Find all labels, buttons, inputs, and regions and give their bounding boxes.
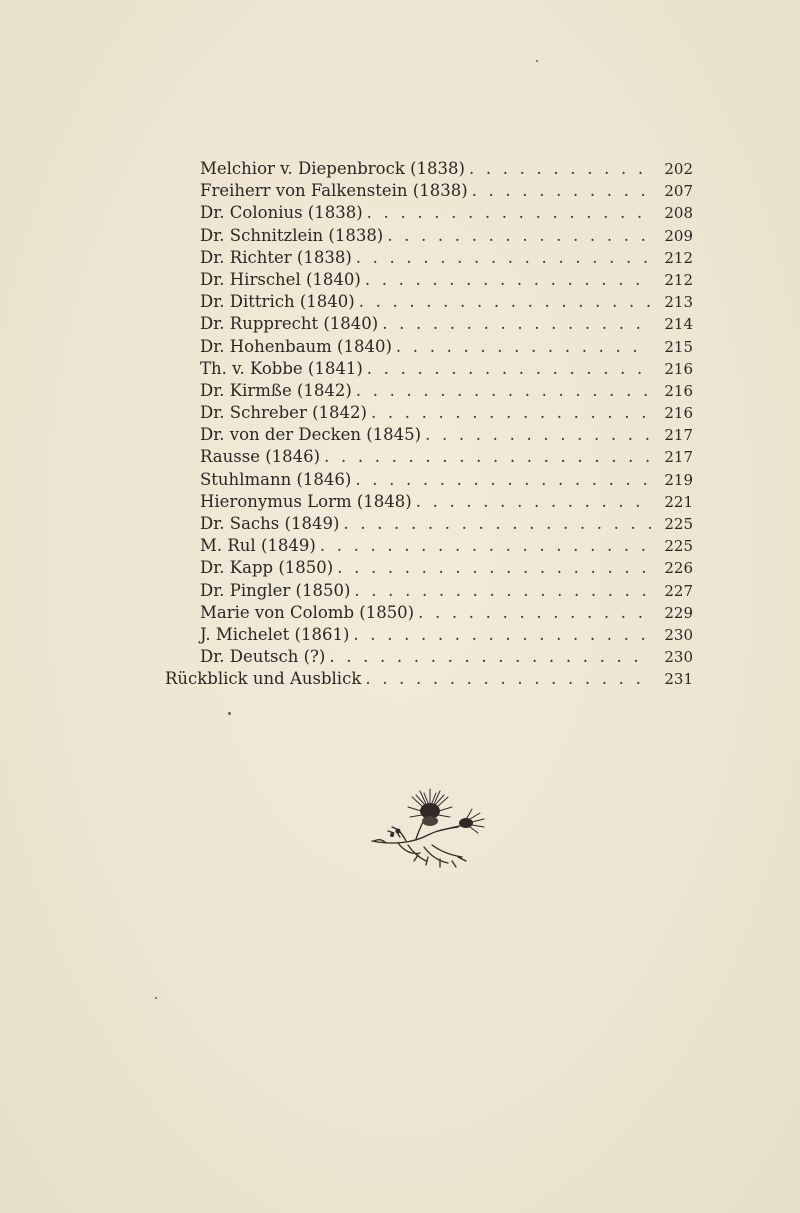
toc-entry-label: Rückblick und Ausblick xyxy=(165,669,362,689)
toc-entry-page: 213 xyxy=(664,293,693,312)
toc-entry-label: Dr. Schreber (1842) xyxy=(200,403,367,423)
toc-entry-page: 208 xyxy=(664,204,693,223)
toc-entry-page: 227 xyxy=(664,581,693,600)
toc-entry-page: 230 xyxy=(664,625,693,644)
toc-entry-closing xyxy=(0,668,800,690)
toc-entry-page: 221 xyxy=(664,492,693,511)
toc-entry-label: Dr. Kapp (1850) xyxy=(200,558,334,578)
leader-dots xyxy=(320,535,651,557)
toc-entry-page: 225 xyxy=(664,515,693,533)
toc-entry xyxy=(0,291,800,313)
leader-dots xyxy=(343,513,651,535)
toc-entry-page: 216 xyxy=(664,359,693,378)
leader-dots xyxy=(355,469,651,491)
toc-entry-page: 215 xyxy=(664,337,693,356)
toc-entry xyxy=(0,247,800,269)
leader-dots xyxy=(425,424,651,446)
toc-entry-label: Dr. Hohenbaum (1840) xyxy=(200,336,392,356)
toc-entry xyxy=(0,624,800,646)
leader-dots xyxy=(356,380,651,402)
toc-entry-label: Melchior v. Diepenbrock (1838) xyxy=(200,159,465,178)
toc-entry-label: Dr. von der Decken (1845) xyxy=(200,425,422,445)
toc-entry xyxy=(0,180,800,202)
toc-entry-page: 212 xyxy=(664,270,693,289)
toc-entry-page: 225 xyxy=(664,537,693,556)
leader-dots xyxy=(359,291,651,313)
toc-entry-label: Stuhlmann (1846) xyxy=(200,469,352,489)
toc-entry-label: Freiherr von Falkenstein (1838) xyxy=(200,181,468,201)
toc-entry xyxy=(0,424,800,446)
leader-dots xyxy=(329,646,651,668)
toc-entry xyxy=(0,469,800,491)
leader-dots xyxy=(472,180,651,202)
toc-entry-page: 202 xyxy=(664,160,693,178)
toc-entry xyxy=(0,646,800,668)
leader-dots xyxy=(367,202,651,224)
toc-entry xyxy=(0,446,800,468)
toc-entry xyxy=(0,557,800,579)
toc-entry xyxy=(0,535,800,557)
toc-entry-page: 229 xyxy=(664,603,693,622)
toc-entry xyxy=(0,269,800,291)
toc-entry xyxy=(0,580,800,602)
leader-dots xyxy=(367,358,651,380)
toc-entry-label: Dr. Dittrich (1840) xyxy=(200,292,355,312)
leader-dots xyxy=(371,402,651,424)
toc-entry-page: 219 xyxy=(664,470,693,489)
toc-entry-label: Dr. Schnitzlein (1838) xyxy=(200,225,384,245)
toc-entry-label: Dr. Rupprecht (1840) xyxy=(200,314,379,334)
toc-entry-page: 214 xyxy=(664,315,693,334)
leader-dots xyxy=(356,247,651,269)
leader-dots xyxy=(353,624,651,646)
toc-entry-label: Th. v. Kobbe (1841) xyxy=(200,358,363,378)
leader-dots xyxy=(337,557,651,579)
toc-entry-label: Dr. Pingler (1850) xyxy=(200,580,351,600)
toc-entry-page: 216 xyxy=(664,381,693,400)
leader-dots xyxy=(382,313,651,335)
table-of-contents xyxy=(0,158,800,691)
toc-entry xyxy=(0,602,800,624)
toc-entry xyxy=(0,358,800,380)
toc-entry xyxy=(0,202,800,224)
toc-entry-page: 207 xyxy=(664,182,693,201)
toc-entry-page: 209 xyxy=(664,226,693,245)
toc-entry-page: 231 xyxy=(664,670,693,689)
toc-entry-label: Marie von Colomb (1850) xyxy=(200,602,415,622)
toc-entry-label: M. Rul (1849) xyxy=(200,536,316,556)
toc-entry-page: 226 xyxy=(664,559,693,578)
thistle-flower-icon xyxy=(368,785,486,871)
toc-entry xyxy=(0,402,800,424)
toc-entry-label: J. Michelet (1861) xyxy=(200,624,350,644)
toc-entry xyxy=(0,380,800,402)
leader-dots xyxy=(469,158,651,180)
toc-entry xyxy=(0,158,800,180)
leader-dots xyxy=(365,668,651,690)
paper-speck xyxy=(228,712,231,715)
leader-dots xyxy=(354,580,651,602)
toc-entry xyxy=(0,491,800,513)
toc-entry xyxy=(0,225,800,247)
toc-entry-label: Dr. Richter (1838) xyxy=(200,247,352,267)
leader-dots xyxy=(324,446,651,468)
paper-speck xyxy=(536,60,538,62)
toc-entry-label: Rausse (1846) xyxy=(200,447,321,467)
toc-entry-label: Dr. Sachs (1849) xyxy=(200,514,340,533)
toc-entry-label: Dr. Kirmße (1842) xyxy=(200,380,352,400)
toc-entry-label: Dr. Hirschel (1840) xyxy=(200,269,361,289)
toc-entry-label: Dr. Colonius (1838) xyxy=(200,203,363,223)
toc-entry-label: Dr. Deutsch (?) xyxy=(200,647,326,667)
toc-entry-page: 230 xyxy=(664,648,693,667)
toc-entry-label: Hieronymus Lorm (1848) xyxy=(200,491,412,511)
toc-entry xyxy=(0,513,800,535)
leader-dots xyxy=(418,602,651,624)
toc-entry-page: 217 xyxy=(664,426,693,445)
toc-entry-page: 216 xyxy=(664,404,693,423)
paper-speck xyxy=(155,997,157,999)
leader-dots xyxy=(387,225,651,247)
leader-dots xyxy=(396,336,651,358)
toc-entry-page: 212 xyxy=(664,248,693,267)
toc-entry xyxy=(0,313,800,335)
toc-entry-page: 217 xyxy=(664,448,693,467)
toc-entry xyxy=(0,336,800,358)
leader-dots xyxy=(365,269,651,291)
leader-dots xyxy=(416,491,651,513)
